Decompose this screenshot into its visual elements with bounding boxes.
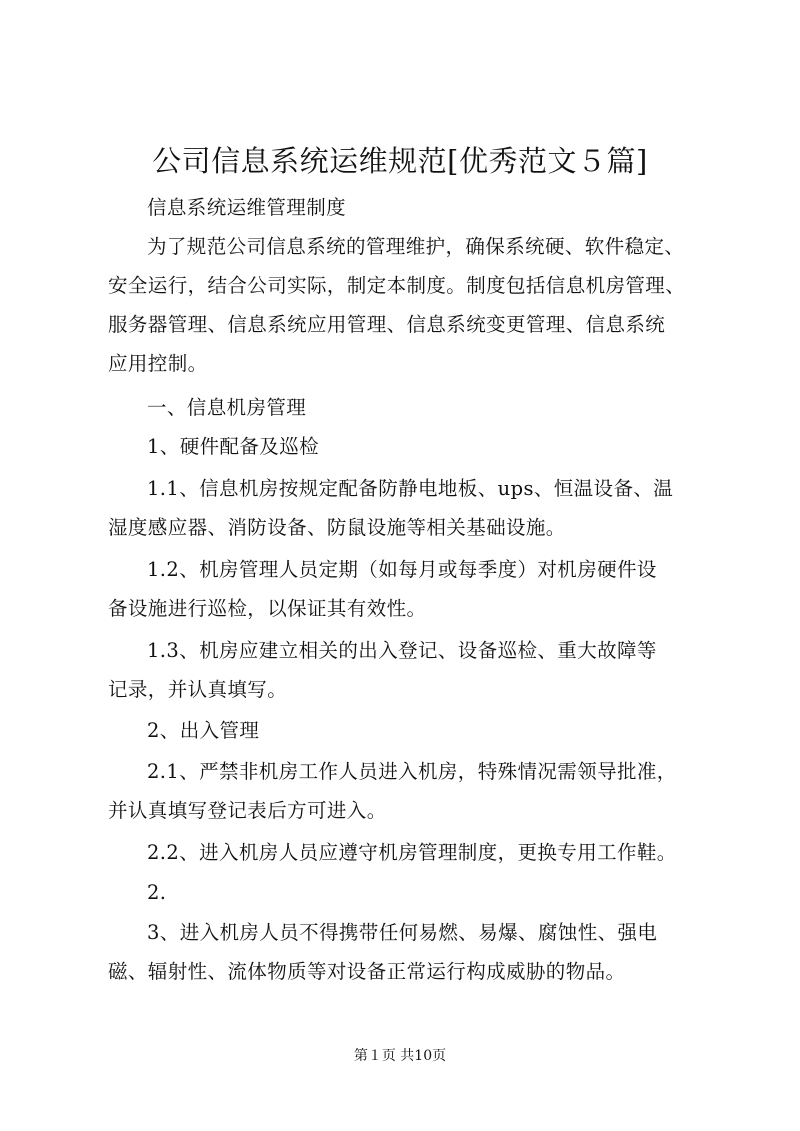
paragraph-line: 为了规范公司信息系统的管理维护，确保系统硬、软件稳定、 xyxy=(147,235,685,258)
paragraph-line: 1.3、机房应建立相关的出入登记、设备巡检、重大故障等 xyxy=(147,639,657,662)
paragraph-line: 磁、辐射性、流体物质等对设备正常运行构成威胁的物品。 xyxy=(108,960,626,983)
paragraph-line: 2.2、进入机房人员应遵守机房管理制度，更换专用工作鞋。 xyxy=(147,841,677,864)
paragraph-line: 3、进入机房人员不得携带任何易燃、易爆、腐蚀性、强电 xyxy=(147,921,658,944)
paragraph-line: 应用控制。 xyxy=(108,352,208,375)
section-heading: 信息系统运维管理制度 xyxy=(147,196,347,219)
subsection-heading: 1、硬件配备及巡检 xyxy=(147,435,320,458)
paragraph-line: 2. xyxy=(147,881,167,904)
paragraph-line: 1.2、机房管理人员定期（如每月或每季度）对机房硬件设 xyxy=(147,558,657,581)
paragraph-line: 记录，并认真填写。 xyxy=(108,678,288,701)
paragraph-line: 服务器管理、信息系统应用管理、信息系统变更管理、信息系统 xyxy=(108,313,666,336)
paragraph-line: 备设施进行巡检，以保证其有效性。 xyxy=(108,597,427,620)
paragraph-line: 并认真填写登记表后方可进入。 xyxy=(108,799,387,822)
paragraph-line: 安全运行，结合公司实际，制定本制度。制度包括信息机房管理、 xyxy=(108,274,686,297)
page-number-footer: 第１页 共10页 xyxy=(353,1048,447,1064)
document-title: 公司信息系统运维规范[优秀范文５篇] xyxy=(152,144,648,178)
chapter-heading: 一、信息机房管理 xyxy=(147,396,307,419)
paragraph-line: 湿度感应器、消防设备、防鼠设施等相关基础设施。 xyxy=(108,516,566,539)
paragraph-line: 1.1、信息机房按规定配备防静电地板、ups、恒温设备、温 xyxy=(147,477,674,500)
paragraph-line: 2.1、严禁非机房工作人员进入机房，特殊情况需领导批准， xyxy=(147,760,677,783)
subsection-heading: 2、出入管理 xyxy=(147,719,260,742)
